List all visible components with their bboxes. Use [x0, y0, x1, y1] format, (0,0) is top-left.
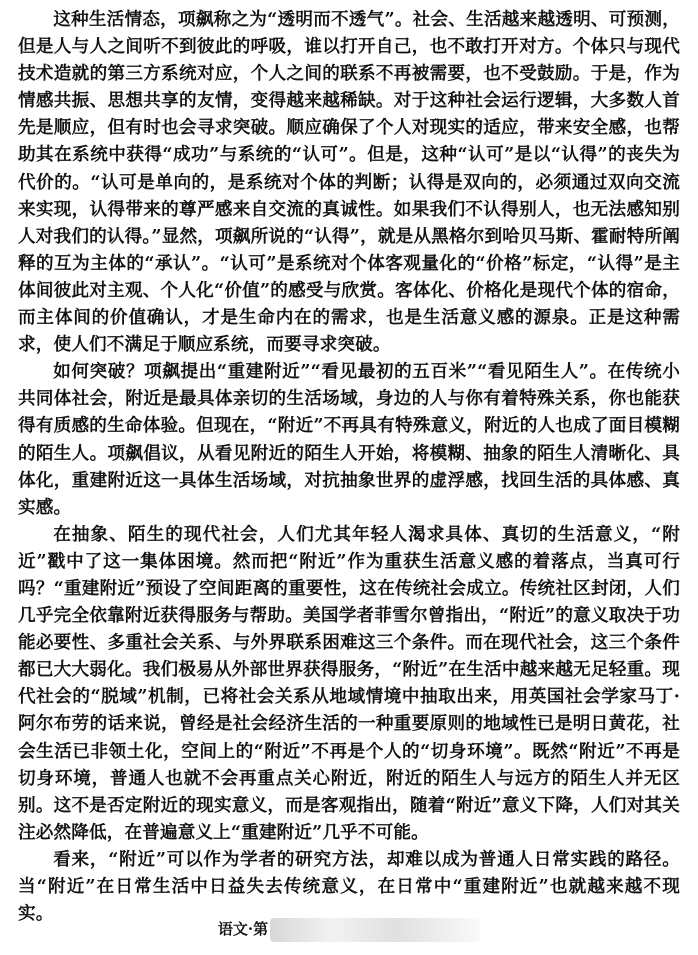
footer-label: 语文·第 [217, 920, 269, 938]
paragraph-3: 在抽象、陌生的现代社会，人们尤其年轻人渴求具体、真切的生活意义，“附近”戳中了这一集体困境。然而把“附近”作为重获生活意义感的着落点，当真可行吗？“重建附近”预设了空间距离的重要性，这在传统社会成立。传统社区封闭，人们几乎完全依靠附近获得服务与帮助。美国学者菲雪尔曾指出，“附近”的意义取决于功能必要性、多重社会关系、与外界联系困难这三个条件。而在现代社会，这三个条件都已大大弱化。我们极易从外部世界获得服务，“附近”在生活中越来越无足轻重。现代社会的“脱域”机制，已将社会关系从地域情境中抽取出来，用英国社会学家马丁·阿尔布劳的话来说，曾经是社会经济生活的一种重要原则的地域性已是明日黄花，社会生活已非领土化，空间上的“附近”不再是个人的“切身环境”。既然“附近”不再是切身环境，普通人也就不会再重点关心附近，附近的陌生人与远方的陌生人并无区别。这不是否定附近的现实意义，而是客观指出，随着“附近”意义下降，人们对其关注必然降低，在普遍意义上“重建附近”几乎不可能。 [18, 523, 680, 843]
paragraph-1: 这种生活情态，项飙称之为“透明而不透气”。社会、生活越来越透明、可预测，但是人与人之间听不到彼此的呼吸，谁以打开自己，也不敢打开对方。个体只与现代技术造就的第三方系统对应，个人之间的联系不再被需要，也不受鼓励。于是，作为情感共振、思想共享的友情，变得越来越稀缺。对于这种社会运行逻辑，大多数人首先是顺应，但有时也会寻求突破。顺应确保了个人对现实的适应，带来安全感，也帮助其在系统中获得“成功”与系统的“认可”。但是，这种“认可”是以“认得”的丧失为代价的。“认可是单向的，是系统对个体的判断；认得是双向的，必须通过双向交流来实现，认得带来的尊严感来自交流的真诚性。如果我们不认得别人，也无法感知别人对我们的认得。”显然，项飙所说的“认得”，就是从黑格尔到哈贝马斯、霍耐特所阐释的互为主体的“承认”。“认可”是系统对个体客观量化的“价格”标定，“认得”是主体间彼此对主观、个人化“价值”的感受与欣赏。客体化、价格化是现代个体的宿命，而主体间的价值确认，才是生命内在的需求，也是生活意义感的源泉。正是这种需求，使人们不满足于顺应系统，而要寻求突破。 [18, 9, 680, 356]
paragraph-2: 如何突破？项飙提出“重建附近”“看见最初的五百米”“看见陌生人”。在传统小共同体社会，附近是最具体亲切的生活场域，身边的人与你有着特殊关系，你也能获得有质感的生命体验。但现在，“附近”不再具有特殊意义，附近的人也成了面目模糊的陌生人。项飙倡议，从看见附近的陌生人开始，将模糊、抽象的陌生人清晰化、具体化，重建附近这一具体生活场域，对抗抽象世界的虚浮感，找回生活的具体感、真实感。 [18, 361, 680, 518]
paragraph-4: 看来，“附近”可以作为学者的研究方法，却难以成为普通人日常实践的路径。当“附近”在日常生活中日益失去传统意义，在日常中“重建附近”也就越来越不现实。 [18, 848, 680, 925]
page-footer [0, 918, 698, 942]
blurred-watermark [270, 918, 480, 942]
article-body [18, 6, 680, 927]
